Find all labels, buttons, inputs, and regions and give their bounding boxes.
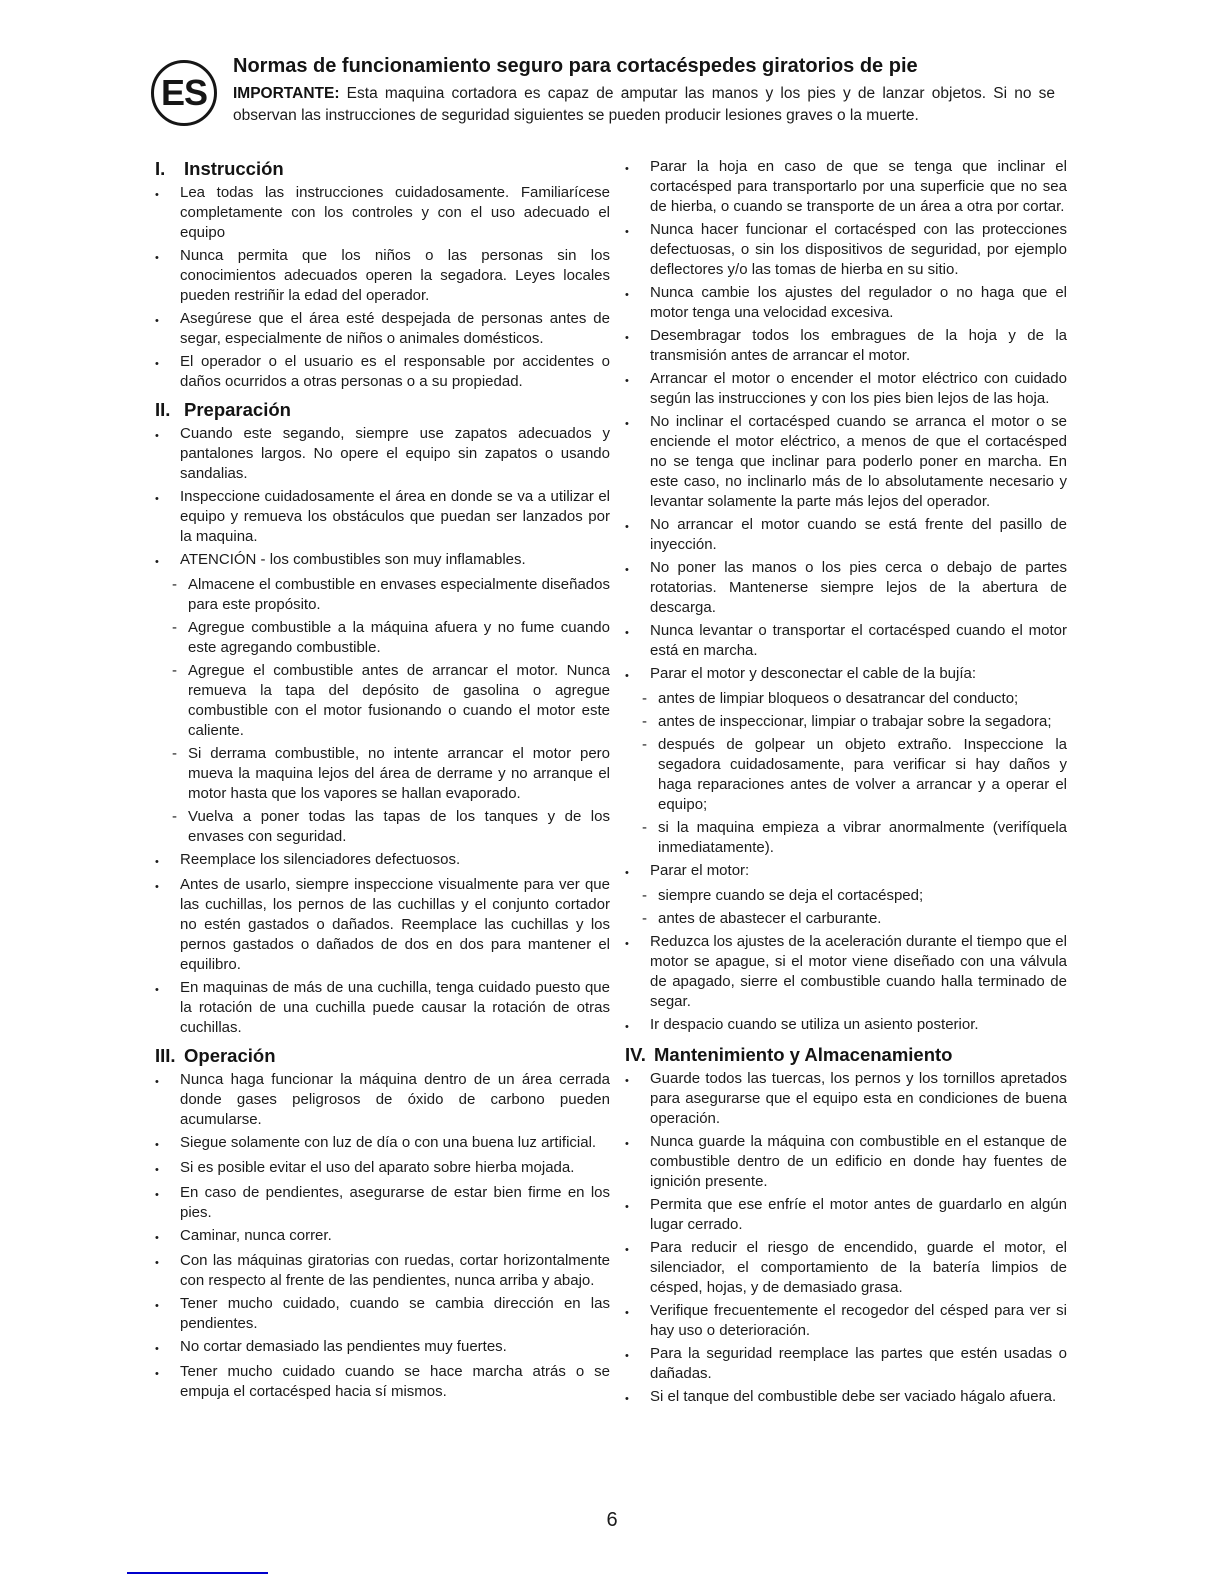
dash-icon: - [642, 887, 647, 904]
bullet-icon: • [155, 1232, 159, 1244]
bullet-text: Cuando este segando, siempre use zapatos adecuados y pantalones largos. No opere el equipo sin zapatos o usando sandalias. [180, 425, 610, 482]
bullet-icon: • [625, 670, 629, 682]
bullet-text: Antes de usarlo, siempre inspeccione visualmente para ver que las cuchillas, los pernos de las cuchillas y el conjunto cortador no estén gastados o dañados. Reemplace las cuchillas y los pernos gastados o dañados de dos en dos para mantener el equilibro. [180, 876, 610, 973]
page-title: Normas de funcionamiento seguro para cortacéspedes giratorios de pie [233, 55, 918, 77]
bullet-icon: • [155, 189, 159, 201]
bullet-text: No arrancar el motor cuando se está frente del pasillo de inyección. [650, 516, 1067, 553]
bullet-text: Inspeccione cuidadosamente el área en donde se va a utilizar el equipo y remueva los obstáculos que puedan ser lanzados por la maquina. [180, 488, 610, 545]
bullet-icon: • [625, 289, 629, 301]
bullet-text: Nunca hacer funcionar el cortacésped con las protecciones defectuosas, o sin los dispositivos de seguridad, por ejemplo deflectores y/o las tomas de hierba en su sitio. [650, 221, 1067, 278]
sub-item [172, 661, 610, 741]
page-header [233, 54, 1055, 126]
bullet-icon: • [625, 1350, 629, 1362]
sub-item [642, 886, 1067, 906]
bullet-text: Lea todas las instrucciones cuidadosamente. Familiarícese completamente con los controles y con el uso adecuado el equipo [180, 184, 610, 241]
bullet-item [625, 861, 1067, 883]
bullet-icon: • [625, 226, 629, 238]
section-title: Operación [184, 1045, 276, 1066]
bullet-item [625, 157, 1067, 217]
bullet-icon: • [625, 1138, 629, 1150]
bullet-icon: • [625, 1244, 629, 1256]
sub-item [172, 807, 610, 847]
bullet-icon: • [625, 938, 629, 950]
bullet-item [625, 283, 1067, 323]
dash-icon: - [642, 910, 647, 927]
sub-item [642, 712, 1067, 732]
bullet-icon: • [625, 332, 629, 344]
bullet-item [625, 1132, 1067, 1192]
bullet-icon: • [625, 564, 629, 576]
bullet-item [155, 1251, 610, 1291]
dash-icon: - [642, 690, 647, 707]
bullet-item [155, 487, 610, 547]
bullet-text: Nunca guarde la máquina con combustible en el estanque de combustible dentro de un edificio en donde hay fuentes de ignición presente. [650, 1133, 1067, 1190]
bullet-icon: • [155, 358, 159, 370]
bullet-item [625, 932, 1067, 1012]
dash-icon: - [172, 745, 177, 762]
bullet-item [625, 621, 1067, 661]
bullet-text: Siegue solamente con luz de día o con una buena luz artificial. [180, 1134, 597, 1151]
sub-item [172, 575, 610, 615]
section-heading [625, 1043, 1067, 1066]
bullet-text: Parar la hoja en caso de que se tenga que inclinar el cortacésped para transportarlo por una superficie que no sea de hierba, o cuando se transporte de un área a otra por cortar. [650, 158, 1067, 215]
bullet-text: Caminar, nunca correr. [180, 1227, 332, 1244]
bullet-text: No cortar demasiado las pendientes muy fuertes. [180, 1338, 507, 1355]
bullet-text: Nunca permita que los niños o las personas sin los conocimientos adecuados operen la segadora. Leyes locales pueden restriñir la edad del operador. [180, 247, 610, 304]
bullet-item [625, 664, 1067, 686]
bullet-item [155, 309, 610, 349]
bullet-icon: • [155, 1164, 159, 1176]
dash-icon: - [172, 619, 177, 636]
bullet-text: Nunca levantar o transportar el cortacésped cuando el motor está en marcha. [650, 622, 1067, 659]
sub-text: si la maquina empieza a vibrar anormalmente (verifíquela inmediatamente). [658, 819, 1067, 856]
bullet-item [625, 1015, 1067, 1037]
bullet-text: Permita que ese enfríe el motor antes de guardarlo en algún lugar cerrado. [650, 1196, 1067, 1233]
footer-accent-line [127, 1572, 268, 1574]
bullet-item [625, 1195, 1067, 1235]
sub-text: Agregue combustible a la máquina afuera y no fume cuando este agregando combustible. [188, 619, 610, 656]
bullet-text: ATENCIÓN - los combustibles son muy inflamables. [180, 551, 526, 568]
bullet-item [625, 1344, 1067, 1384]
right-column [625, 157, 1067, 1412]
bullet-text: Ir despacio cuando se utiliza un asiento posterior. [650, 1016, 979, 1033]
section-number: I. [155, 158, 166, 179]
bullet-icon: • [155, 1343, 159, 1355]
bullet-text: Parar el motor: [650, 862, 750, 879]
bullet-text: Reemplace los silenciadores defectuosos. [180, 851, 461, 868]
bullet-icon: • [155, 493, 159, 505]
sub-text: Vuelva a poner todas las tapas de los tanques y de los envases con seguridad. [188, 808, 610, 845]
bullet-text: Parar el motor y desconectar el cable de la bujía: [650, 665, 977, 682]
bullet-icon: • [625, 418, 629, 430]
section-title: Preparación [184, 399, 291, 420]
es-language-badge [151, 60, 217, 126]
bullet-icon: • [625, 1307, 629, 1319]
bullet-icon: • [155, 1257, 159, 1269]
sub-text: siempre cuando se deja el cortacésped; [658, 887, 924, 904]
bullet-icon: • [155, 1189, 159, 1201]
bullet-item [155, 875, 610, 975]
bullet-icon: • [625, 1075, 629, 1087]
section-title: Mantenimiento y Almacenamiento [654, 1044, 953, 1065]
bullet-item [625, 220, 1067, 280]
bullet-item [155, 850, 610, 872]
section-heading [155, 398, 610, 421]
sub-text: antes de inspeccionar, limpiar o trabajar sobre la segadora; [658, 713, 1052, 730]
bullet-text: Arrancar el motor o encender el motor eléctrico con cuidado según las instrucciones y con los pies bien lejos de las hoja. [650, 370, 1067, 407]
bullet-item [155, 246, 610, 306]
section-title: Instrucción [184, 158, 284, 179]
bullet-icon: • [625, 1021, 629, 1033]
left-column [155, 157, 610, 1405]
dash-icon: - [172, 576, 177, 593]
sub-item [642, 818, 1067, 858]
bullet-text: No inclinar el cortacésped cuando se arranca el motor o se enciende el motor eléctrico, a menos de que el cortacésped no se tenga que inclinar para poderlo poner en marcha. En este caso, no inclinarlo más de lo absolutamente necesario y levantar solamente la parte más lejos del operador. [650, 413, 1067, 510]
sub-text: antes de limpiar bloqueos o desatrancar del conducto; [658, 690, 1019, 707]
bullet-item [155, 550, 610, 572]
bullet-item [155, 352, 610, 392]
bullet-item [155, 1133, 610, 1155]
bullet-text: Si es posible evitar el uso del aparato sobre hierba mojada. [180, 1159, 575, 1176]
bullet-icon: • [155, 856, 159, 868]
bullet-text: Asegúrese que el área esté despejada de personas antes de segar, especialmente de niños o animales domésticos. [180, 310, 610, 347]
bullet-icon: • [625, 867, 629, 879]
bullet-icon: • [155, 1300, 159, 1312]
bullet-text: En caso de pendientes, asegurarse de estar bien firme en los pies. [180, 1184, 610, 1221]
bullet-item [625, 412, 1067, 512]
bullet-item [155, 978, 610, 1038]
bullet-text: Con las máquinas giratorias con ruedas, cortar horizontalmente con respecto al frente de las pendientes, nunca arriba y abajo. [180, 1252, 610, 1289]
bullet-item [155, 424, 610, 484]
important-warning [233, 83, 1055, 126]
bullet-item [625, 1387, 1067, 1409]
bullet-icon: • [155, 1139, 159, 1151]
bullet-text: Para la seguridad reemplace las partes que estén usadas o dañadas. [650, 1345, 1067, 1382]
bullet-item [155, 1362, 610, 1402]
sub-item [642, 689, 1067, 709]
bullet-item [155, 1070, 610, 1130]
bullet-icon: • [155, 556, 159, 568]
bullet-text: Reduzca los ajustes de la aceleración durante el tiempo que el motor se apague, si el motor viene diseñado con una válvula de apagado, sierre el combustible cuando halla terminado de segar. [650, 933, 1067, 1010]
bullet-item [155, 183, 610, 243]
bullet-icon: • [155, 881, 159, 893]
dash-icon: - [642, 736, 647, 753]
bullet-item [625, 369, 1067, 409]
sub-text: Si derrama combustible, no intente arrancar el motor pero mueva la maquina lejos del área de derrame y no arranque el motor hasta que los vapores se hallan evaporado. [188, 745, 610, 802]
sub-text: Almacene el combustible en envases especialmente diseñados para este propósito. [188, 576, 610, 613]
bullet-item [155, 1226, 610, 1248]
dash-icon: - [172, 808, 177, 825]
section-number: II. [155, 399, 171, 420]
bullet-text: Nunca haga funcionar la máquina dentro de un área cerrada donde gases peligrosos de óxido de carbono pueden acumularse. [180, 1071, 610, 1128]
bullet-icon: • [155, 1076, 159, 1088]
bullet-text: No poner las manos o los pies cerca o debajo de partes rotatorias. Mantenerse siempre lejos de la abertura de descarga. [650, 559, 1067, 616]
page-number: 6 [606, 1509, 618, 1531]
bullet-icon: • [155, 1368, 159, 1380]
bullet-icon: • [625, 1393, 629, 1405]
sub-text: después de golpear un objeto extraño. Inspeccione la segadora cuidadosamente, para verificar si hay daños y haga reparaciones antes de volver a arrancar y a operar el equipo; [658, 736, 1067, 813]
bullet-item [625, 1301, 1067, 1341]
bullet-item [155, 1158, 610, 1180]
bullet-icon: • [625, 375, 629, 387]
bullet-text: Si el tanque del combustible debe ser vaciado hágalo afuera. [650, 1388, 1057, 1405]
section-heading [155, 1044, 610, 1067]
bullet-icon: • [155, 315, 159, 327]
section-heading [155, 157, 610, 180]
bullet-icon: • [625, 521, 629, 533]
bullet-icon: • [625, 1201, 629, 1213]
bullet-text: Tener mucho cuidado, cuando se cambia dirección en las pendientes. [180, 1295, 610, 1332]
bullet-icon: • [155, 984, 159, 996]
important-text: Esta maquina cortadora es capaz de amputar las manos y los pies y de lanzar objetos. Si no se observan las instrucciones de seguridad siguientes se pueden producir lesiones graves o la muerte. [233, 85, 1055, 124]
sub-text: antes de abastecer el carburante. [658, 910, 882, 927]
important-label: IMPORTANTE: [233, 85, 340, 102]
sub-item [172, 618, 610, 658]
dash-icon: - [642, 819, 647, 836]
bullet-text: Nunca cambie los ajustes del regulador o no haga que el motor tenga una velocidad excesiva. [650, 284, 1067, 321]
dash-icon: - [172, 662, 177, 679]
section-number: III. [155, 1045, 176, 1066]
bullet-text: Para reducir el riesgo de encendido, guarde el motor, el silenciador, el comportamiento de la batería limpios de césped, hojas, y de demasiado grasa. [650, 1239, 1067, 1296]
bullet-icon: • [155, 430, 159, 442]
bullet-item [625, 558, 1067, 618]
language-badge-label: ES [160, 72, 208, 113]
section-number: IV. [625, 1044, 646, 1065]
bullet-item [625, 326, 1067, 366]
bullet-item [625, 1069, 1067, 1129]
bullet-icon: • [155, 252, 159, 264]
dash-icon: - [642, 713, 647, 730]
bullet-item [625, 1238, 1067, 1298]
bullet-text: Desembragar todos los embragues de la hoja y de la transmisión antes de arrancar el motor. [650, 327, 1067, 364]
sub-item [642, 735, 1067, 815]
sub-item [642, 909, 1067, 929]
bullet-text: Verifique frecuentemente el recogedor del césped para ver si hay uso o deterioración. [650, 1302, 1067, 1339]
bullet-icon: • [625, 627, 629, 639]
bullet-icon: • [625, 163, 629, 175]
bullet-text: Tener mucho cuidado cuando se hace marcha atrás o se empuja el cortacésped hacia sí mismos. [180, 1363, 610, 1400]
bullet-item [625, 515, 1067, 555]
sub-text: Agregue el combustible antes de arrancar el motor. Nunca remueva la tapa del depósito de gasolina o agregue combustible con el motor fusionando o cuando el motor este caliente. [188, 662, 610, 739]
bullet-text: En maquinas de más de una cuchilla, tenga cuidado puesto que la rotación de una cuchilla puede causar la rotación de otras cuchillas. [180, 979, 610, 1036]
sub-item [172, 744, 610, 804]
bullet-text: Guarde todos las tuercas, los pernos y los tornillos apretados para asegurarse que el equipo esta en condiciones de buena operación. [650, 1070, 1067, 1127]
bullet-text: El operador o el usuario es el responsable por accidentes o daños ocurridos a otras personas o a su propiedad. [180, 353, 610, 390]
bullet-item [155, 1294, 610, 1334]
bullet-item [155, 1183, 610, 1223]
bullet-item [155, 1337, 610, 1359]
